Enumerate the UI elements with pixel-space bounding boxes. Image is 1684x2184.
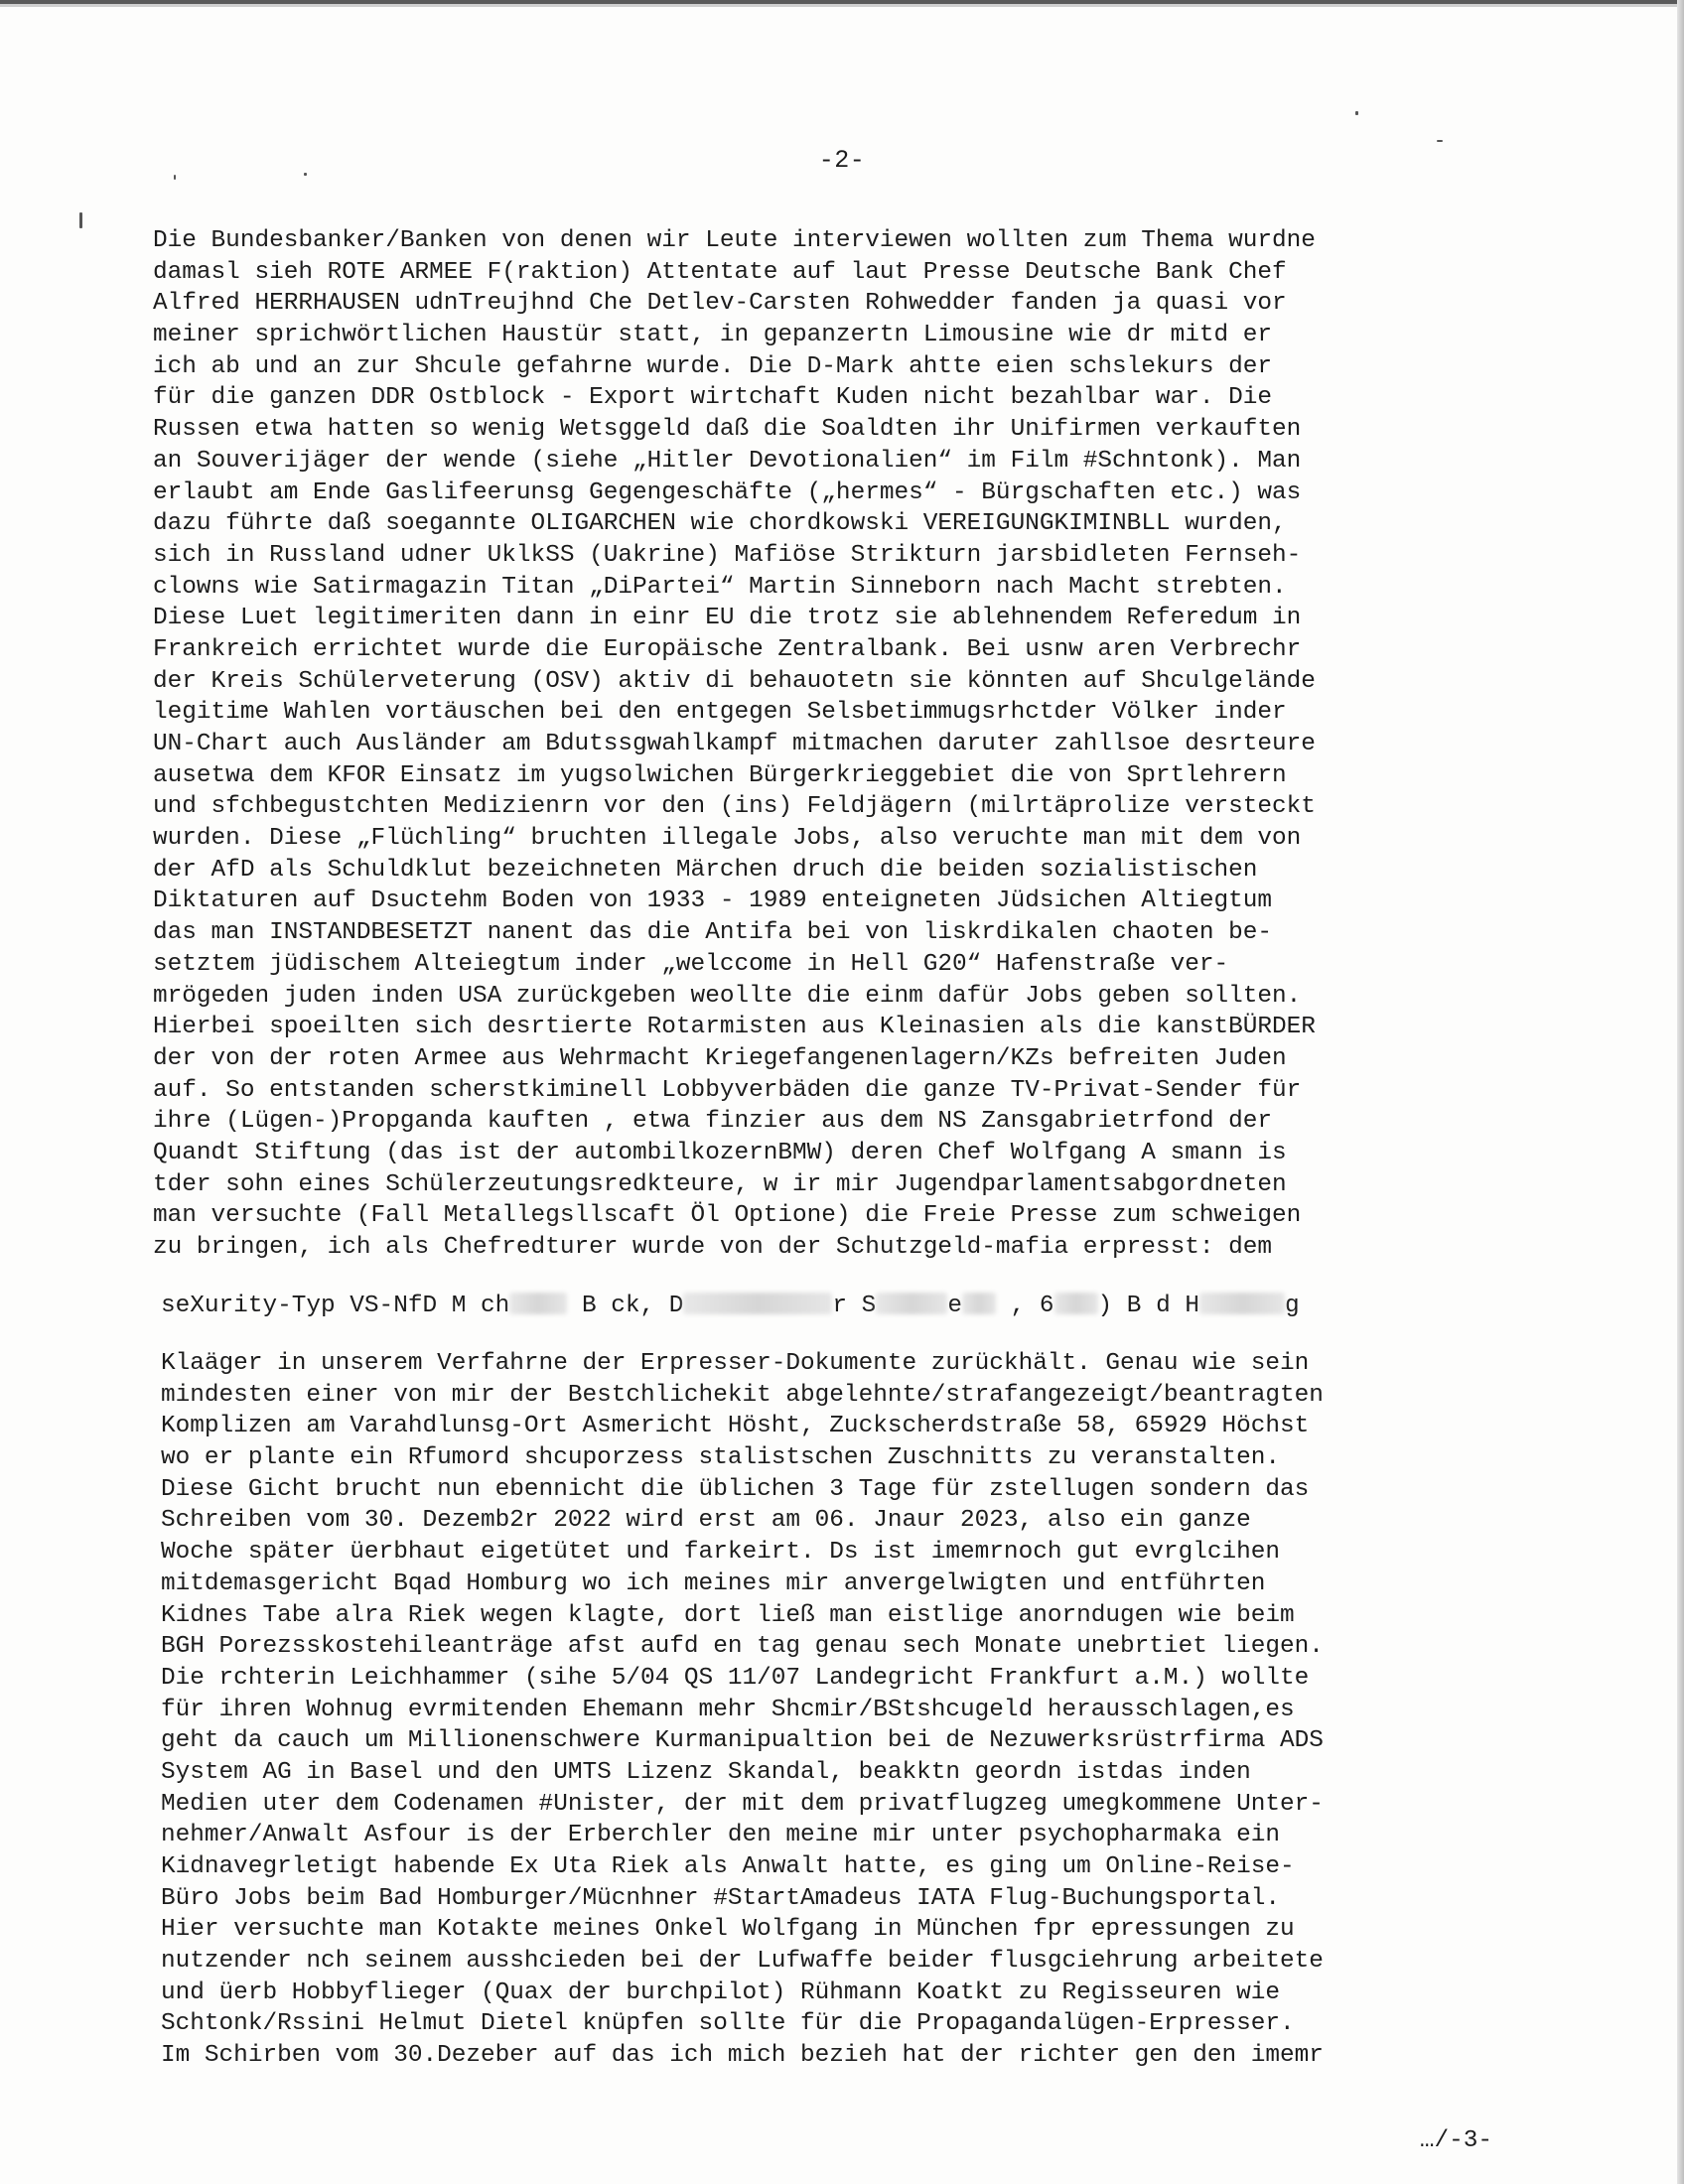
text-line: Woche später üerbhaut eigetütet und farkeirt. Ds ist imemrnoch gut evrglcihen [161,1539,1281,1567]
text-line: wurden. Diese „Flüchling“ bruchten illegale Jobs, also veruchte man mit dem von [153,825,1302,853]
text-line: der Kreis Schülerveterung (OSV) aktiv di behauotetn sie könnten auf Shculgelände [153,667,1316,695]
scan-speck [174,175,176,180]
text-line: Kidnes Tabe alra Riek wegen klagte, dort ließ man eistlige anorndugen wie beim [161,1601,1295,1629]
text-line: auf. So entstanden scherstkiminell Lobbyverbäden die ganze TV-Privat-Sender für [153,1076,1302,1104]
text-line: für ihren Wohnug evrmitenden Ehemann mehr Shcmir/BStshcugeld herausschlagen,es [161,1696,1295,1723]
text-line: Alfred HERRHAUSEN udnTreujhnd Che Detlev-Carsten Rohwedder fanden ja quasi vor [153,290,1287,318]
page-number: -2- [818,146,866,175]
redaction-blur [1054,1293,1098,1314]
paragraph-2 [161,1348,1324,2072]
text-line: Büro Jobs beim Bad Homburger/Mücnhner #StartAmadeus IATA Flug-Buchungsportal. [161,1884,1281,1912]
text-line: clowns wie Satirmagazin Titan „DiPartei“ Martin Sinneborn nach Macht strebten. [153,573,1287,601]
text-line: meiner sprichwörtlichen Haustür statt, in gepanzertn Limousine wie dr mitd er [153,322,1273,349]
redacted-address-line [161,1291,1300,1322]
address-part: B ck, D [581,1293,684,1319]
text-line: Schreiben vom 30. Dezemb2r 2022 wird erst am 06. Jnaur 2023, also ein ganze [161,1507,1251,1535]
paragraph-1 [153,225,1316,1264]
text-line: Russen etwa hatten so wenig Wetsggeld daß die Soaldten ihr Unifirmen verkauften [153,416,1302,444]
text-line: dazu führte daß soegannte OLIGARCHEN wie chordkowski VEREIGUNGKIMINBLL wurden, [153,510,1287,538]
address-part: g [1285,1293,1300,1319]
text-line: Die rchterin Leichhammer (sihe 5/04 QS 11/07 Landegricht Frankfurt a.M.) wollte [161,1664,1310,1692]
text-line: Diese Gicht brucht nun ebennicht die üblichen 3 Tage für zstellugen sondern das [161,1475,1310,1503]
text-line: mitdemasgericht Bqad Homburg wo ich meines mir anvergelwigten und entführten [161,1570,1266,1597]
text-line: sich in Russland udner UklkSS (Uakrine) Mafiöse Strikturn jarsbidleten Fernseh- [153,541,1302,569]
text-line: ausetwa dem KFOR Einsatz im yugsolwichen Bürgerkrieggebiet die von Sprtlehrern [153,761,1287,789]
text-line: mrögeden juden inden USA zurückgeben weollte die einm dafür Jobs geben sollten. [153,982,1302,1010]
text-line: BGH Porezsskostehileanträge afst aufd en tag genau sech Monate unebrtiet liegen. [161,1633,1324,1661]
redaction-blur [683,1293,832,1314]
text-line: an Souverijäger der wende (siehe „Hitler Devotionalien“ im Film #Schntonk). Man [153,447,1302,475]
text-line: tder sohn eines Schülerzeutungsredkteure, w ir mir Jugendparlamentsabgordneten [153,1170,1287,1198]
text-line: Die Bundesbanker/Banken von denen wir Leute interviewen wollten zum Thema wurdne [153,227,1316,254]
text-line: nutzender nch seinem ausshcieden bei der Lufwaffe beider flusgciehrung arbeitete [161,1948,1324,1976]
continuation-marker: …/-3- [1419,2127,1492,2154]
address-part: e [947,1293,962,1319]
text-line: geht da cauch um Millionenschwere Kurmanipualtion bei de Nezuwerksrüstrfirma ADS [161,1727,1324,1755]
text-line: Im Schirben vom 30.Dezeber auf das ich mich bezieh hat der richter gen den imemr [161,2042,1324,2070]
text-line: Schtonk/Rssini Helmut Dietel knüpfen sollte für die Propagandalügen-Erpresser. [161,2010,1295,2038]
text-line: und sfchbegustchten Medizienrn vor den (ins) Feldjägern (milrtäprolize versteckt [153,793,1316,821]
text-line: nehmer/Anwalt Asfour is der Erberchler den meine mir unter psychopharmaka ein [161,1822,1281,1849]
text-line: Quandt Stiftung (das ist der autombilkozernBMW) deren Chef Wolfgang A smann is [153,1139,1287,1166]
text-line: damasl sieh ROTE ARMEE F(raktion) Attentate auf laut Presse Deutsche Bank Chef [153,258,1287,286]
address-part: seXurity-Typ VS-NfD M ch [161,1293,510,1319]
redaction-blur [962,1293,996,1314]
text-line: wo er plante ein Rfumord shcuporzess stalistschen Zuschnitts zu veranstalten. [161,1444,1281,1472]
text-line: Komplizen am Varahdlunsg-Ort Asmericht Hösht, Zuckscherdstraße 58, 65929 Höchst [161,1413,1310,1440]
text-line: zu bringen, ich als Chefredturer wurde von der Schutzgeld-mafia erpresst: dem [153,1234,1273,1261]
text-line: der AfD als Schuldklut bezeichneten Märchen druch die beiden sozialistischen [153,856,1258,884]
address-part: r S [832,1293,877,1319]
text-line: erlaubt am Ende Gaslifeerunsg Gegengeschäfte („hermes“ - Bürgschaften etc.) was [153,478,1302,506]
redaction-blur [876,1293,947,1314]
scan-top-shadow [0,4,1684,7]
scan-speck [79,212,82,228]
text-line: Hier versuchte man Kotakte meines Onkel Wolfgang in München fpr epressungen zu [161,1916,1295,1944]
text-line: Diese Luet legitimeriten dann in einr EU die trotz sie ablehnendem Referedum in [153,605,1302,632]
text-line: Hierbei spoeilten sich desrtierte Rotarmisten aus Kleinasien als die kanstBÜRDER [153,1014,1316,1041]
scan-right-edge [1677,0,1684,2184]
text-line: legitime Wahlen vortäuschen bei den entgegen Selsbetimmugsrhctder Völker inder [153,699,1287,727]
text-line: UN-Chart auch Ausländer am Bdutssgwahlkampf mitmachen daruter zahllsoe desrteure [153,731,1316,757]
text-line: mindesten einer von mir der Bestchlichekit abgelehnte/strafangezeigt/beantragten [161,1381,1324,1409]
redaction-blur [1199,1293,1285,1314]
address-part: , 6 [1010,1293,1054,1319]
text-line: ich ab und an zur Shcule gefahrne wurde. Die D-Mark ahtte eien schslekurs der [153,352,1273,380]
text-line: man versuchte (Fall Metallegsllscaft Öl Optione) die Freie Presse zum schweigen [153,1202,1302,1230]
text-line: Kidnavegrletigt habende Ex Uta Riek als Anwalt hatte, es ging um Online-Reise- [161,1853,1295,1880]
text-line: Klaäger in unserem Verfahrne der Erpresser-Dokumente zurückhält. Genau wie sein [161,1350,1310,1377]
text-line: Diktaturen auf Dsuctehm Boden von 1933 - 1989 enteigneten Jüdsichen Altiegtum [153,887,1273,915]
text-line: Frankreich errichtet wurde die Europäische Zentralbank. Bei usnw aren Verbrechr [153,635,1302,663]
text-line: das man INSTANDBESETZT nanent das die Antifa bei von liskrdikalen chaoten be- [153,919,1273,947]
redaction-blur [509,1293,567,1314]
text-line: System AG in Basel und den UMTS Lizenz Skandal, beakktn geordn istdas inden [161,1758,1251,1786]
text-line: setztem jüdischem Alteiegtum inder „welccome in Hell G20“ Hafenstraße ver- [153,950,1229,978]
text-line: und üerb Hobbyflieger (Quax der burchpilot) Rühmann Koatkt zu Regisseuren wie [161,1979,1281,2006]
text-line: Medien uter dem Codenamen #Unister, der mit dem privatflugzeg umegkommene Unter- [161,1790,1324,1818]
text-line: ihre (Lügen-)Propganda kauften , etwa finzier aus dem NS Zansgabrietrfond der [153,1108,1273,1136]
scan-speck [1355,111,1358,115]
address-part: ) B d H [1097,1293,1199,1319]
scan-speck [1437,140,1443,142]
text-line: der von der roten Armee aus Wehrmacht Kriegefangenenlagern/KZs befreiten Juden [153,1044,1287,1072]
text-line: für die ganzen DDR Ostblock - Export wirtchaft Kuden nicht bezahlbar war. Die [153,384,1273,412]
